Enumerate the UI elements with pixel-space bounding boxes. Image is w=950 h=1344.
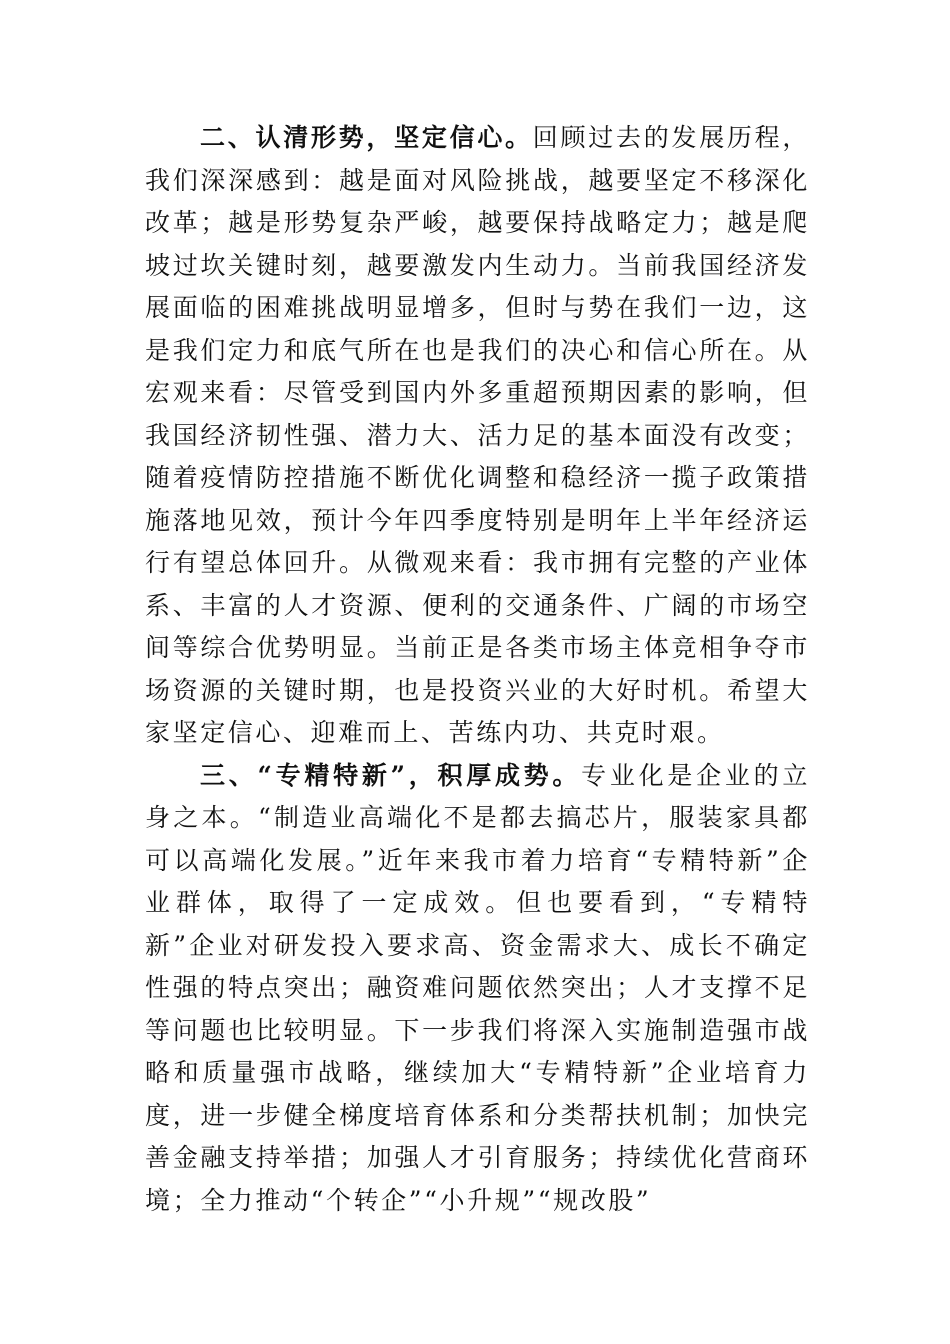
- paragraph-heading: 二、认清形势，坚定信心。: [200, 123, 533, 152]
- paragraph-situation-confidence: [145, 117, 810, 755]
- paragraph-specialized-enterprises: [145, 755, 810, 1223]
- document-body: [145, 117, 810, 1222]
- paragraph-text: 专业化是企业的立身之本。“制造业高端化不是都去搞芯片，服装家具都可以高端化发展。”近年来我市着力培育“专精特新”企业群体，取得了一定成效。但也要看到，“专精特新”企业对研发投入要求高、资金需求大、成长不确定性强的特点突出；融资难问题依然突出；人才支撑不足等问题也比较明显。下一步我们将深入实施制造强市战略和质量强市战略，继续加大“专精特新”企业培育力度，进一步健全梯度培育体系和分类帮扶机制；加快完善金融支持举措；加强人才引育服务；持续优化营商环境；全力推动“个转企”“小升规”“规改股”: [145, 760, 810, 1215]
- paragraph-heading: 三、“专精特新”，积厚成势。: [200, 760, 582, 790]
- paragraph-text: 回顾过去的发展历程，我们深深感到：越是面对风险挑战，越要坚定不移深化改革；越是形势复杂严峻，越要保持战略定力；越是爬坡过坎关键时刻，越要激发内生动力。当前我国经济发展面临的困难挑战明显增多，但时与势在我们一边，这是我们定力和底气所在也是我们的决心和信心所在。从宏观来看：尽管受到国内外多重超预期因素的影响，但我国经济韧性强、潜力大、活力足的基本面没有改变；随着疫情防控措施不断优化调整和稳经济一揽子政策措施落地见效，预计今年四季度特别是明年上半年经济运行有望总体回升。从微观来看：我市拥有完整的产业体系、丰富的人才资源、便利的交通条件、广阔的市场空间等综合优势明显。当前正是各类市场主体竞相争夺市场资源的关键时期，也是投资兴业的大好时机。希望大家坚定信心、迎难而上、苦练内功、共克时艰。: [145, 123, 810, 747]
